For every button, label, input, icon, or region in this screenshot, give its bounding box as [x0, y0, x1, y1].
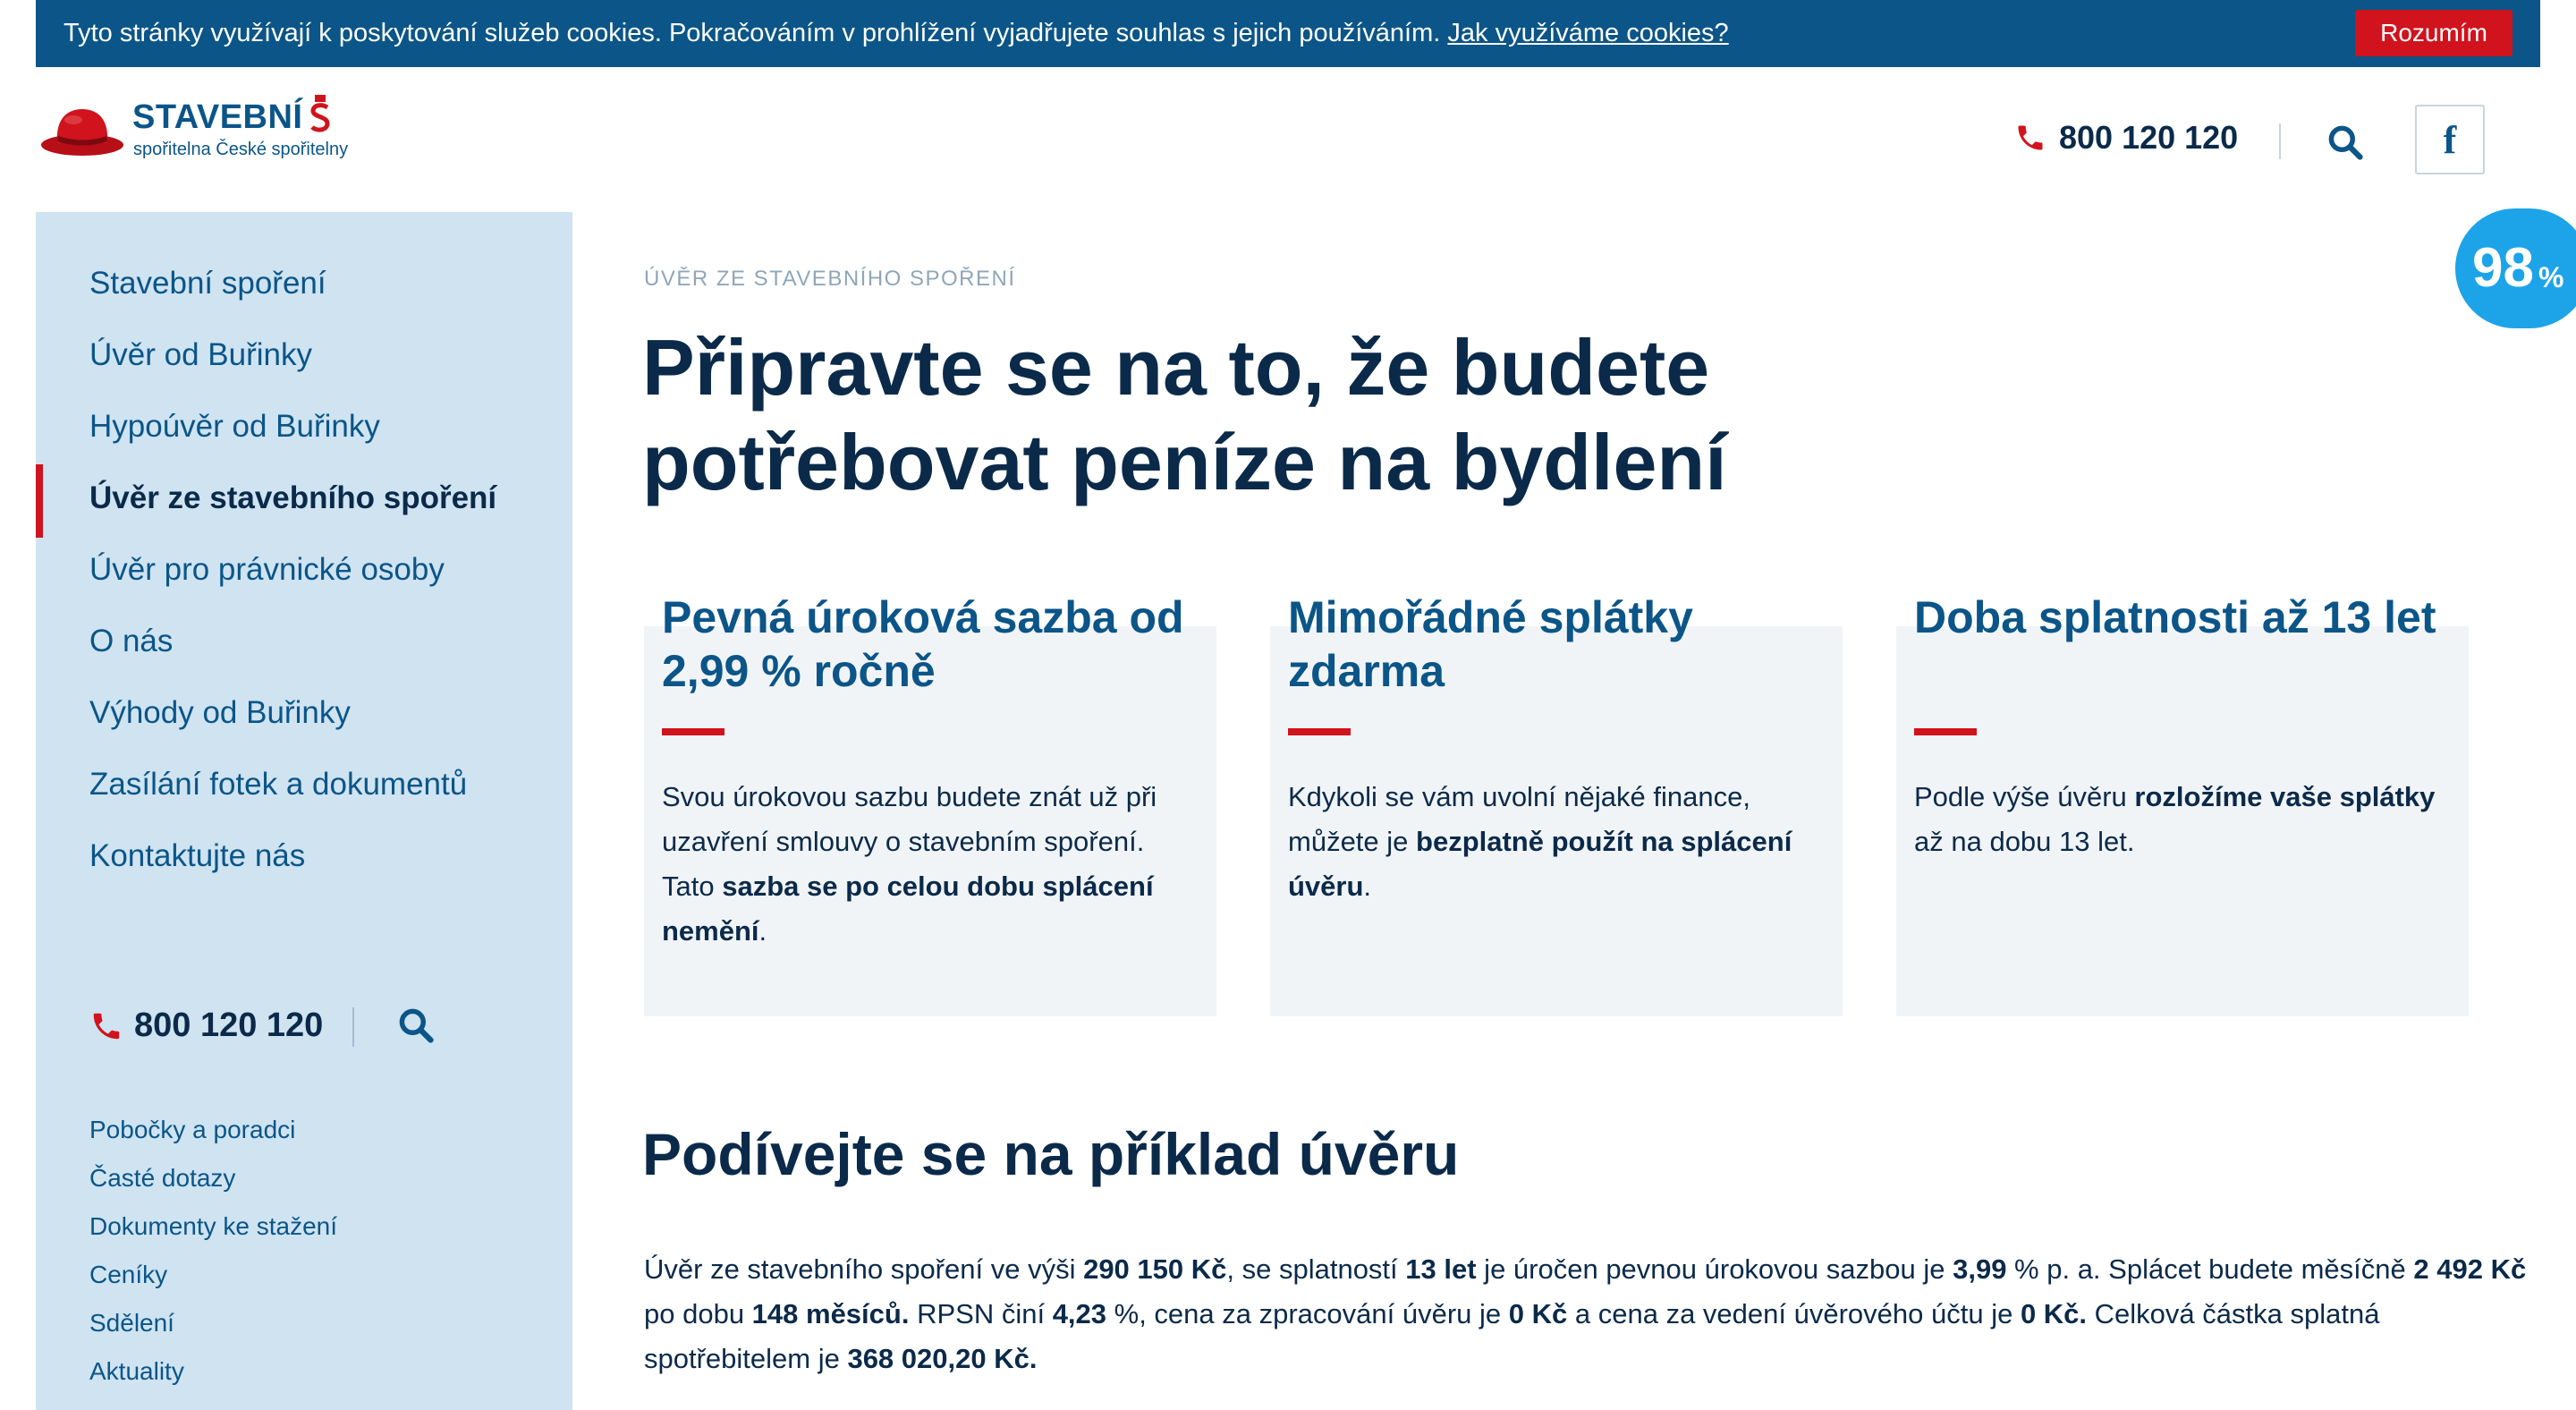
search-icon[interactable] [2326, 123, 2365, 162]
sidebar-item-uver-ze-stavebniho-sporeni[interactable]: Úvěr ze stavebního spoření [89, 480, 497, 515]
logo[interactable] [39, 93, 379, 165]
cookie-accept-button[interactable]: Rozumím [2355, 10, 2512, 56]
para-text: , se splatností [1226, 1253, 1406, 1285]
para-text: Úvěr ze stavebního spoření ve výši [644, 1253, 1084, 1285]
sidebar-item-kontakt[interactable]: Kontaktujte nás [89, 838, 306, 873]
phone-icon [2014, 122, 2046, 154]
sidebar-item-hypouver[interactable]: Hypoúvěr od Buřinky [89, 409, 380, 444]
link-pobocky[interactable]: Pobočky a poradci [89, 1116, 296, 1143]
card-text-part: Podle výše úvěru [1914, 781, 2135, 812]
cookie-message [64, 19, 1729, 48]
para-bold: 0 Kč [1508, 1298, 1568, 1329]
search-icon[interactable] [396, 1006, 436, 1045]
page-title: Připravte se na to, že budete potřebovat peníze na bydlení [642, 323, 1727, 506]
card-text-bold: bezplatně použít na splácení úvěru [1288, 826, 1792, 902]
logo-title: STAVEBNÍ [132, 98, 303, 136]
logo-subtitle: spořitelna České spořitelny [133, 140, 349, 159]
cookie-text: Tyto stránky využívají k poskytování služeb cookies. Pokračováním v prohlížení vyjadřujete souhlas s jejich používáním. [64, 19, 1441, 47]
card-text-part: . [758, 915, 767, 947]
sidebar-item-stavebni-sporeni[interactable]: Stavební spoření [89, 266, 326, 301]
ceska-sporitelna-s-icon [309, 95, 331, 138]
para-bold: 148 měsíců. [751, 1298, 910, 1329]
para-bold: 13 let [1405, 1253, 1477, 1285]
link-ceniky[interactable]: Ceníky [89, 1261, 168, 1288]
card-text-bold: rozložíme vaše splátky [2134, 781, 2436, 812]
header-phone-number: 800 120 120 [2059, 119, 2239, 156]
card-text-part: až na dobu 13 let. [1914, 826, 2135, 857]
sidebar-phone-number: 800 120 120 [134, 1007, 324, 1044]
para-bold: 0 Kč. [2020, 1298, 2088, 1329]
card-title: Pevná úroková sazba od 2,99 % ročně [662, 592, 1184, 696]
rating-unit: % [2538, 261, 2564, 293]
card-text-bold: sazba se po celou dobu splácení nemění [662, 871, 1154, 947]
card-text [1914, 775, 2451, 864]
link-sdeleni[interactable]: Sdělení [89, 1309, 174, 1337]
header-phone[interactable] [2014, 120, 2238, 156]
para-bold: 290 150 Kč [1083, 1253, 1227, 1285]
card-title: Doba splatnosti až 13 let [1914, 592, 2436, 642]
facebook-button[interactable] [2415, 105, 2485, 174]
sidebar [36, 212, 572, 1410]
sidebar-item-vyhody[interactable]: Výhody od Buřinky [89, 695, 351, 730]
card-title: Mimořádné splátky zdarma [1288, 592, 1693, 696]
card-text-part: Svou úrokovou sazbu budete znát už při uzavření smlouvy o stavebním spoření. Tato [662, 781, 1157, 902]
para-text: RPSN činí [909, 1298, 1053, 1329]
active-nav-marker [36, 464, 43, 538]
cookie-bar [36, 0, 2540, 67]
para-text: po dobu [644, 1298, 752, 1329]
sidebar-item-o-nas[interactable]: O nás [89, 624, 174, 658]
para-bold: 368 020,20 Kč. [847, 1343, 1038, 1374]
card-text-part: . [1363, 871, 1372, 902]
para-text: %, cena za zpracování úvěru je [1106, 1298, 1509, 1329]
para-text: je úročen pevnou úrokovou sazbou je [1476, 1253, 1953, 1285]
breadcrumb: ÚVĚR ZE STAVEBNÍHO SPOŘENÍ [644, 267, 1016, 291]
para-text: % p. a. Splácet budete měsíčně [2006, 1253, 2414, 1285]
header-divider [2279, 123, 2281, 159]
para-text: Celková částka splatná spotřebitelem je [644, 1298, 2380, 1374]
card-accent-line [662, 728, 724, 735]
sidebar-item-uver-od-burinky[interactable]: Úvěr od Buřinky [89, 337, 312, 372]
link-dokumenty[interactable]: Dokumenty ke stažení [89, 1212, 338, 1240]
card-text [1288, 775, 1825, 909]
sidebar-item-pravnicke-osoby[interactable]: Úvěr pro právnické osoby [89, 552, 445, 587]
para-bold: 3,99 [1953, 1253, 2007, 1285]
para-text: a cena za vedení úvěrového účtu je [1567, 1298, 2021, 1329]
sidebar-divider [352, 1007, 354, 1047]
hat-logo-icon [39, 102, 125, 157]
rating-badge[interactable] [2455, 208, 2576, 328]
sidebar-item-zasilani-fotek[interactable]: Zasílání fotek a dokumentů [89, 767, 468, 802]
facebook-icon: f [2443, 117, 2457, 162]
para-bold: 2 492 Kč [2413, 1253, 2527, 1285]
para-bold: 4,23 [1052, 1298, 1107, 1329]
sidebar-phone[interactable] [89, 1007, 323, 1045]
example-paragraph [644, 1247, 2531, 1381]
card-text-part: Kdykoli se vám uvolní nějaké finance, můžete je [1288, 781, 1750, 857]
example-heading: Podívejte se na příklad úvěru [642, 1121, 1460, 1187]
link-caste-dotazy[interactable]: Časté dotazy [89, 1164, 236, 1192]
card-accent-line [1288, 728, 1351, 735]
cookie-info-link[interactable]: Jak využíváme cookies? [1447, 19, 1729, 47]
rating-value: 98 [2472, 237, 2534, 299]
phone-icon [89, 1009, 123, 1043]
card-accent-line [1914, 728, 1977, 735]
card-text [662, 775, 1199, 954]
link-aktuality[interactable]: Aktuality [89, 1357, 184, 1385]
